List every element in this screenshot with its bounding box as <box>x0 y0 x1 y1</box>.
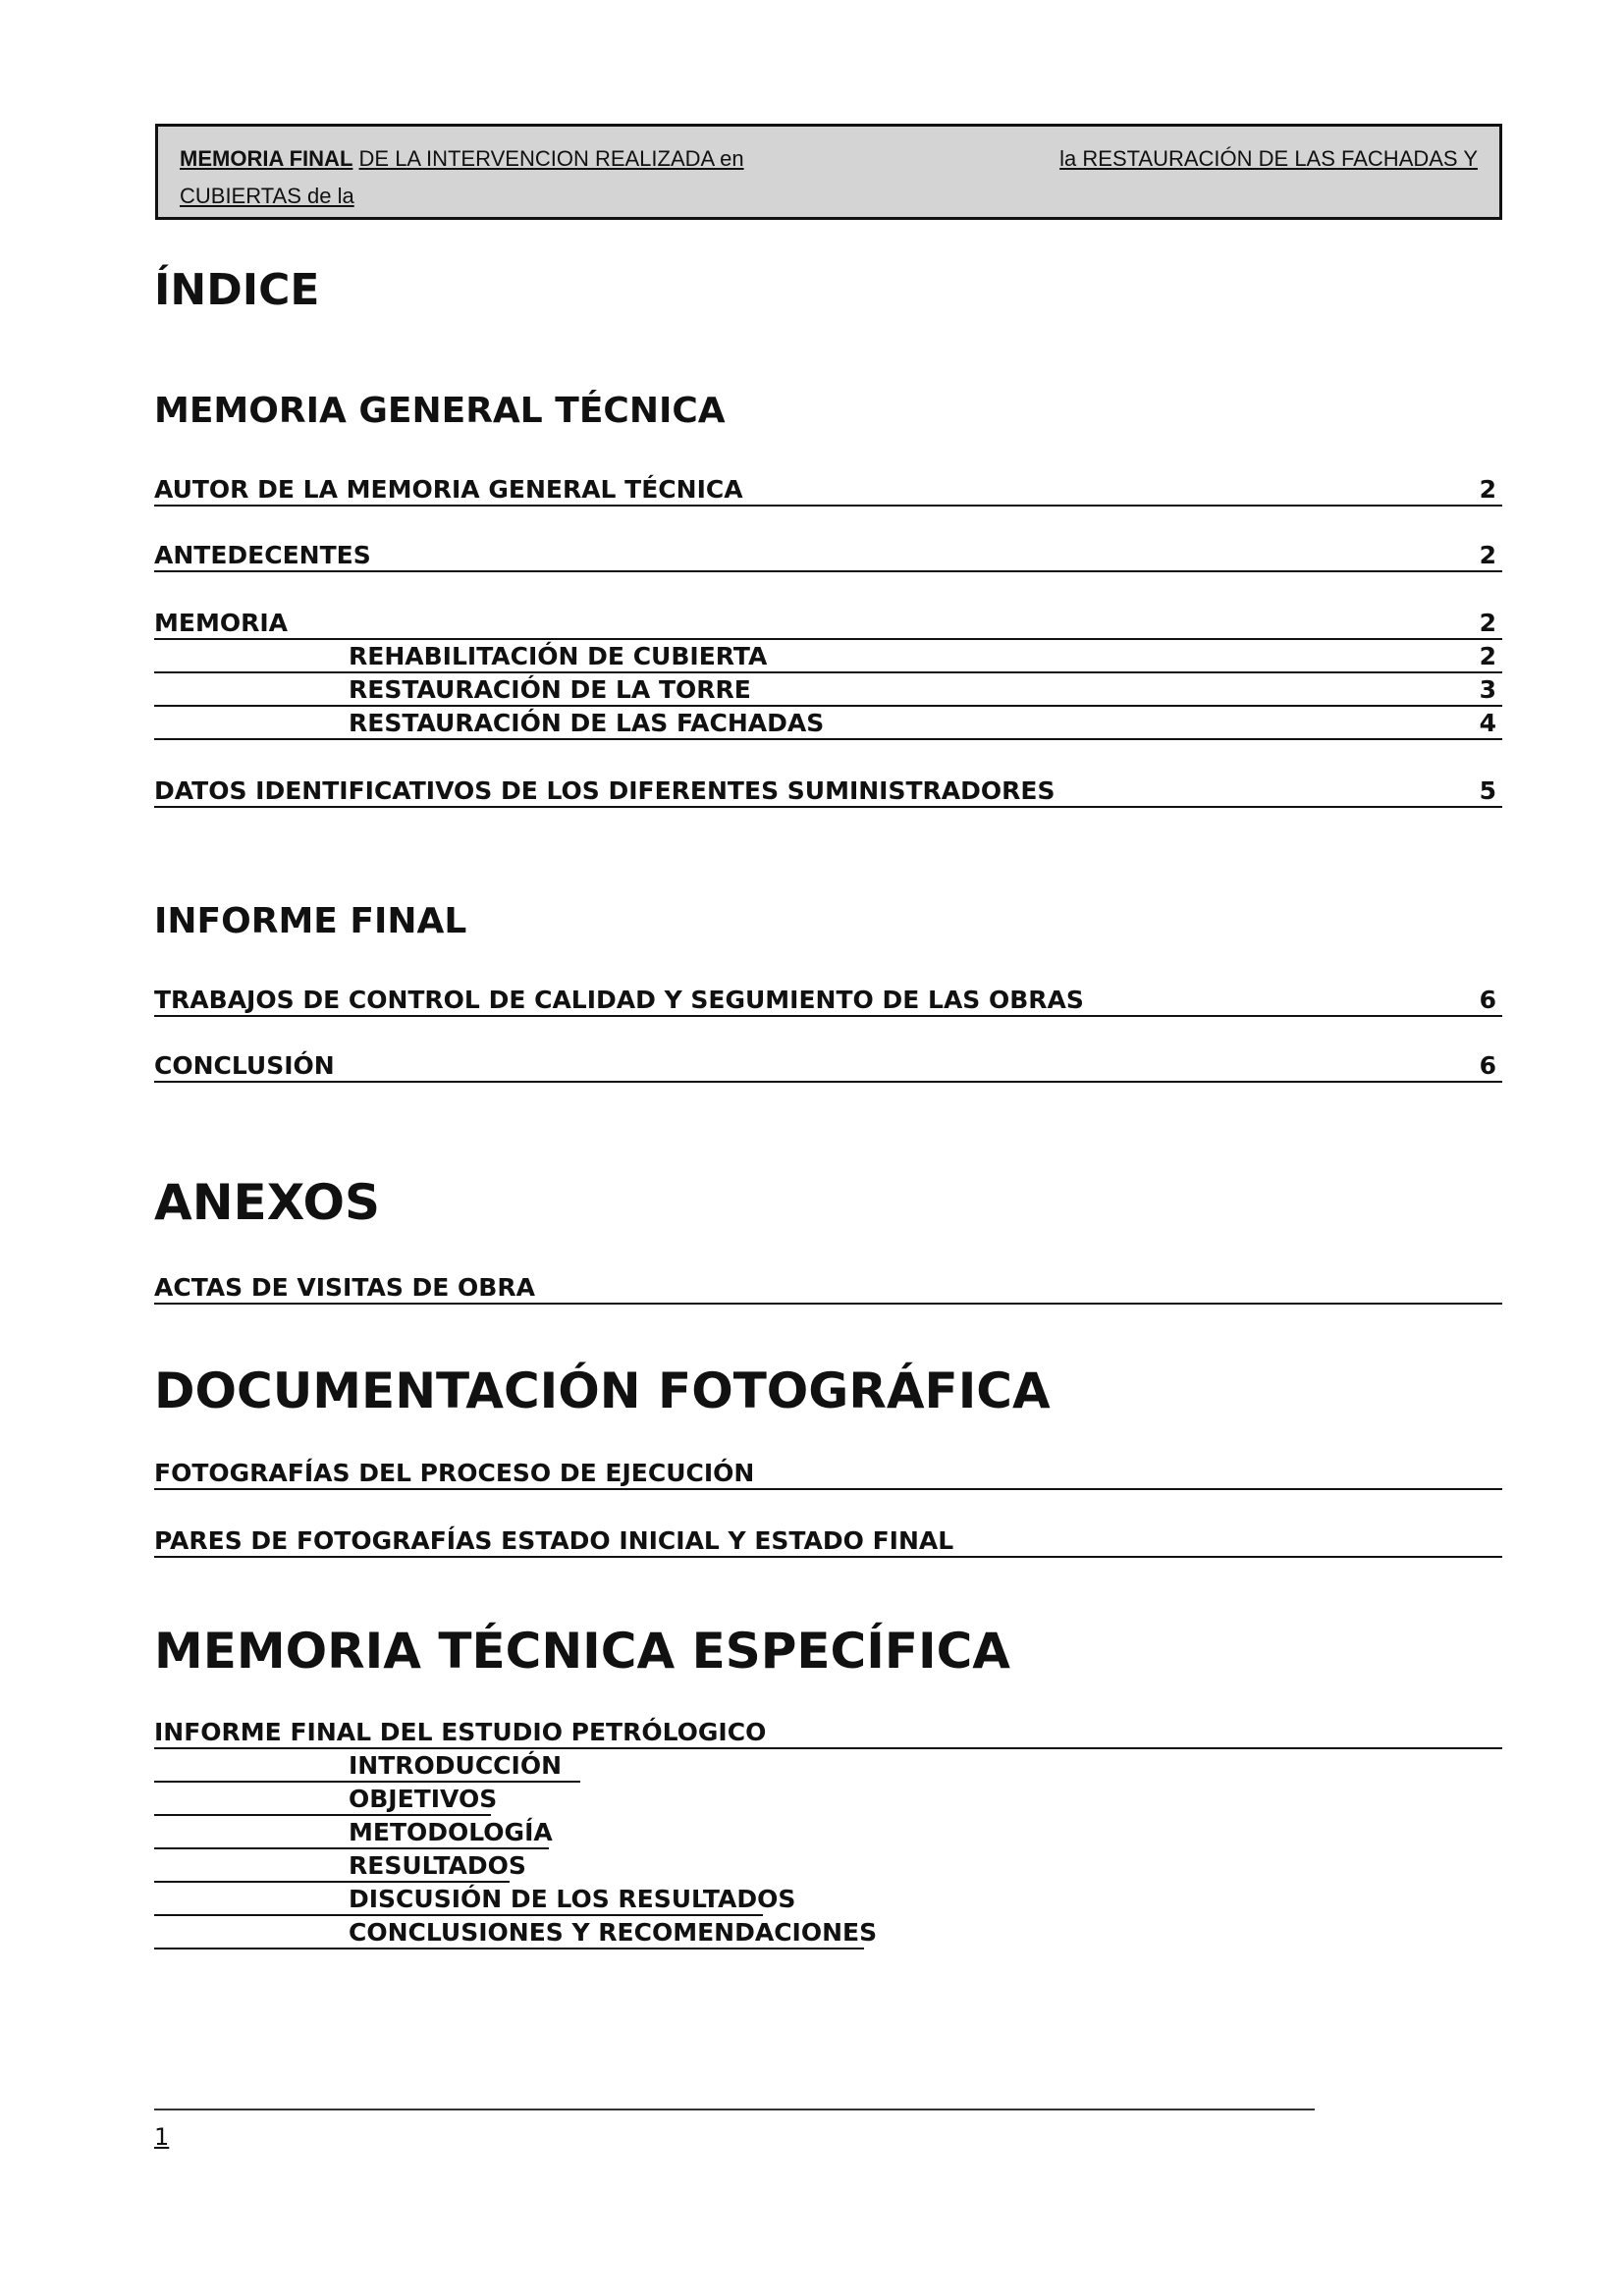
toc-entry-label: INTRODUCCIÓN <box>349 1751 563 1780</box>
toc-page-number: 2 <box>1479 541 1496 569</box>
section-title-anexos: ANEXOS <box>154 1174 380 1231</box>
toc-page-number: 3 <box>1479 675 1496 704</box>
toc-entry[interactable] <box>154 986 1502 1017</box>
toc-page-number: 6 <box>1479 986 1496 1014</box>
header-title-line2: CUBIERTAS de la <box>180 184 354 208</box>
toc-page-number: 2 <box>1479 642 1496 670</box>
toc-entry-label: DISCUSIÓN DE LOS RESULTADOS <box>349 1885 796 1913</box>
toc-entry-label: CONCLUSIONES Y RECOMENDACIONES <box>349 1918 878 1947</box>
toc-entry-label: MEMORIA <box>154 609 288 637</box>
toc-entry-label: RESTAURACIÓN DE LAS FACHADAS <box>349 709 825 737</box>
toc-entry[interactable] <box>154 1273 1502 1305</box>
section-title-memoria-especifica: MEMORIA TÉCNICA ESPECÍFICA <box>154 1623 1010 1680</box>
header-line-1 <box>180 146 1478 172</box>
toc-entry-label: AUTOR DE LA MEMORIA GENERAL TÉCNICA <box>154 475 743 504</box>
toc-entry-label: PARES DE FOTOGRAFÍAS ESTADO INICIAL Y ESTADO FINAL <box>154 1526 954 1555</box>
header-title-strong: MEMORIA FINAL <box>180 146 353 171</box>
toc-page-number: 2 <box>1479 609 1496 637</box>
section-title-memoria-general: MEMORIA GENERAL TÉCNICA <box>154 391 726 431</box>
toc-entry[interactable] <box>154 776 1502 808</box>
toc-entry[interactable] <box>154 1051 1502 1083</box>
toc-entry-label: DATOS IDENTIFICATIVOS DE LOS DIFERENTES SUMINISTRADORES <box>154 776 1056 805</box>
toc-subentry[interactable] <box>154 1918 878 1949</box>
header-title-rest: DE LA INTERVENCION REALIZADA en <box>358 146 744 171</box>
toc-subentry[interactable] <box>154 642 1502 673</box>
toc-page-number: 2 <box>1479 475 1496 504</box>
toc-page-number: 4 <box>1479 709 1496 737</box>
toc-entry-label: METODOLOGÍA <box>349 1818 553 1846</box>
toc-entry[interactable] <box>154 609 1502 640</box>
toc-entry-label: ANTEDECENTES <box>154 541 371 569</box>
toc-entry-label: RESTAURACIÓN DE LA TORRE <box>349 675 751 704</box>
toc-entry-label: TRABAJOS DE CONTROL DE CALIDAD Y SEGUMIENTO DE LAS OBRAS <box>154 986 1084 1014</box>
index-title: ÍNDICE <box>154 265 320 315</box>
section-title-documentacion: DOCUMENTACIÓN FOTOGRÁFICA <box>154 1362 1051 1419</box>
toc-entry-label: INFORME FINAL DEL ESTUDIO PETRÓLOGICO <box>154 1718 767 1746</box>
toc-entry-label: RESULTADOS <box>349 1851 526 1880</box>
page-number: 1 <box>154 2123 170 2151</box>
toc-subentry[interactable] <box>154 1851 526 1883</box>
toc-entry-label: REHABILITACIÓN DE CUBIERTA <box>349 642 768 670</box>
toc-entry[interactable] <box>154 1459 1502 1490</box>
toc-entry-label: ACTAS DE VISITAS DE OBRA <box>154 1273 535 1302</box>
toc-subentry[interactable] <box>154 1751 580 1783</box>
toc-entry[interactable] <box>154 1718 1502 1749</box>
toc-subentry[interactable] <box>154 1885 796 1916</box>
toc-subentry[interactable] <box>154 1818 553 1849</box>
document-header <box>155 124 1502 220</box>
toc-entry[interactable] <box>154 1526 1502 1558</box>
toc-entry[interactable] <box>154 475 1502 507</box>
toc-entry-label: CONCLUSIÓN <box>154 1051 335 1080</box>
toc-page-number: 5 <box>1479 776 1496 805</box>
toc-page-number: 6 <box>1479 1051 1496 1080</box>
toc-entry-label: FOTOGRAFÍAS DEL PROCESO DE EJECUCIÓN <box>154 1459 755 1487</box>
section-title-informe-final: INFORME FINAL <box>154 901 467 941</box>
toc-entry-label: OBJETIVOS <box>349 1785 498 1813</box>
footer-divider <box>154 2109 1315 2110</box>
toc-subentry[interactable] <box>154 709 1502 740</box>
toc-entry[interactable] <box>154 541 1502 572</box>
toc-subentry[interactable] <box>154 675 1502 707</box>
toc-subentry[interactable] <box>154 1785 498 1816</box>
header-title-right: la RESTAURACIÓN DE LAS FACHADAS Y <box>1059 146 1478 171</box>
header-left <box>180 146 744 172</box>
